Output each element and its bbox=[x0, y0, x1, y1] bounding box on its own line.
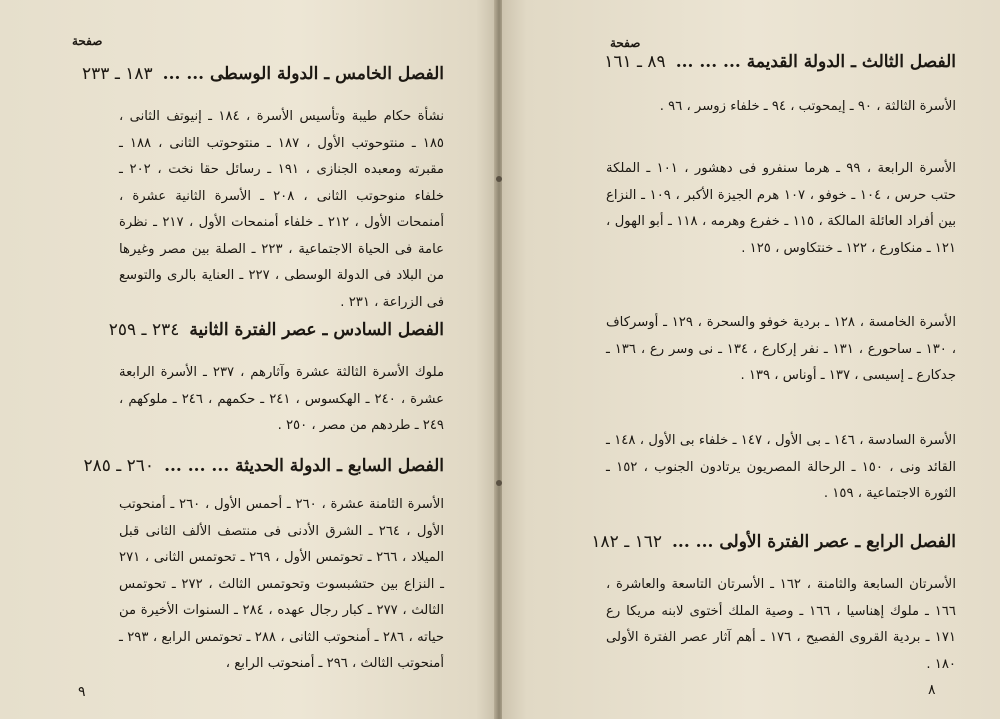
chapter-contents: نشأة حكام طيبة وتأسيس الأسرة ، ١٨٤ ـ إنيوتف الثانى ، ١٨٥ ـ منتوحوتب الأول ، ١٨٧ ـ منتوحوتب الثانى ، ١٨٨ ـ مقبرته ومعبده الجنازى ، ١٩١ ـ رسائل حقا نخت ، ٢٠٢ ـ خلفاء منوحوتب الثانى ، ٢٠٨ ـ الأسرة الثانية عشرة ، أمنمحات الأول ، ٢١٢ ـ خلفاء أمنمحات الأول ، ٢١٧ ـ نظرة عامة فى الحياة الاجتماعية ، ٢٢٣ ـ الصلة بين مصر وغيرها من البلاد فى الدولة الوسطى ، ٢٢٧ ـ العناية بالرى والتوسع فى الزراعة ، ٢٣١ . bbox=[119, 109, 445, 310]
page-range: ١٨٣ ـ ٢٣٣ bbox=[82, 64, 153, 84]
chapter-paragraph: الأسرة الرابعة ، ٩٩ ـ هرما سنفرو فى دهشور ، ١٠١ ـ الملكة حتب حرس ، ١٠٤ ـ خوفو ، ١٠٧ هرم الجيزة الأكبر ، ١٠٩ ـ النزاع بين أفراد العائلة المالكة ، ١١٥ ـ خفرع وهرمه ، ١١٨ ـ أبو الهول ، ١٢١ ـ منكاورع ، ١٢٢ ـ خنتكاوس ، ١٢٥ . bbox=[606, 161, 956, 256]
chapter-title: الفصل السادس ـ عصر الفترة الثانية bbox=[189, 320, 444, 340]
chapter-heading bbox=[83, 456, 444, 476]
page-range: ٢٣٤ ـ ٢٥٩ bbox=[108, 320, 180, 340]
page-number: ٨ bbox=[928, 682, 936, 698]
left-page bbox=[0, 0, 496, 719]
chapter-title: الفصل الثالث ـ الدولة القديمة ... ... ... bbox=[675, 52, 956, 72]
page-number: ٩ bbox=[78, 684, 86, 700]
page-column-label: صفحة bbox=[610, 36, 641, 50]
chapter-paragraph: الأسرة السادسة ، ١٤٦ ـ بى الأول ، ١٤٧ ـ خلفاء بى الأول ، ١٤٨ ـ القائد ونى ، ١٥٠ ـ الرحالة المصريون يرتادون الجنوب ، ١٥٢ ـ الثورة الاجتماعية ، ١٥٩ . bbox=[606, 433, 957, 501]
chapter-title: الفصل الخامس ـ الدولة الوسطى ... ... bbox=[162, 64, 444, 84]
page-range: ١٦٢ ـ ١٨٢ bbox=[591, 532, 662, 552]
chapter-paragraph: الأسرة الخامسة ، ١٢٨ ـ بردية خوفو والسحرة ، ١٢٩ ـ أوسركاف ، ١٣٠ ـ ساحورع ، ١٣١ ـ نفر إركارع ، ١٣٤ ـ نى وسر رع ، ١٣٦ ـ جدكارع ـ إسيسى ، ١٣٧ ـ أوناس ، ١٣٩ . bbox=[606, 315, 956, 383]
chapter-paragraph: الأسرتان السابعة والثامنة ، ١٦٢ ـ الأسرتان التاسعة والعاشرة ، ١٦٦ ـ ملوك إهناسيا ، ١٦٦ ـ وصية الملك أختوى لابنه مريكا رع ١٧١ ـ بردية القروى الفصيح ، ١٧٦ ـ أهم آثار عصر الفترة الأولى ١٨٠ . bbox=[606, 577, 957, 672]
chapter-heading bbox=[82, 64, 444, 84]
page-range: ٢٦٠ ـ ٢٨٥ bbox=[83, 456, 155, 476]
chapter-contents: الأسرة الثامنة عشرة ، ٢٦٠ ـ أحمس الأول ، ٢٦٠ ـ أمنحوتب الأول ، ٢٦٤ ـ الشرق الأدنى فى منتصف الألف الثانى قبل الميلاد ، ٢٦٦ ـ تحوتمس الأول ، ٢٦٩ ـ تحوتمس الثانى ، ٢٧١ ـ النزاع بين حتشبسوت وتحوتمس الثالث ، ٢٧٢ ـ تحوتمس الثالث ، ٢٧٧ ـ كبار رجال عهده ، ٢٨٤ ـ السنوات الأخيرة من حياته ، ٢٨٦ ـ أمنحوتب الثانى ، ٢٨٨ ـ تحوتمس الرابع ، ٢٩٣ ـ أمنحوتب الثالث ، ٢٩٦ ـ أمنحوتب الرابع ، bbox=[119, 497, 445, 671]
page-range: ٨٩ ـ ١٦١ bbox=[604, 52, 666, 72]
chapter-title: الفصل السابع ـ الدولة الحديثة ... ... ... bbox=[164, 456, 444, 476]
right-page bbox=[502, 0, 1000, 719]
page-column-label: صفحة bbox=[72, 34, 103, 48]
chapter-title: الفصل الرابع ـ عصر الفترة الأولى ... ... bbox=[672, 532, 956, 552]
chapter-heading bbox=[591, 532, 956, 552]
chapter-heading bbox=[604, 52, 956, 72]
chapter-paragraph: الأسرة الثالثة ، ٩٠ ـ إيمحوتب ، ٩٤ ـ خلفاء زوسر ، ٩٦ . bbox=[659, 99, 956, 114]
chapter-contents: ملوك الأسرة الثالثة عشرة وآثارهم ، ٢٣٧ ـ الأسرة الرابعة عشرة ، ٢٤٠ ـ الهكسوس ، ٢٤١ ـ حكمهم ، ٢٤٦ ـ ملوكهم ، ٢٤٩ ـ طردهم من مصر ، ٢٥٠ . bbox=[119, 365, 445, 433]
chapter-heading bbox=[109, 320, 444, 340]
